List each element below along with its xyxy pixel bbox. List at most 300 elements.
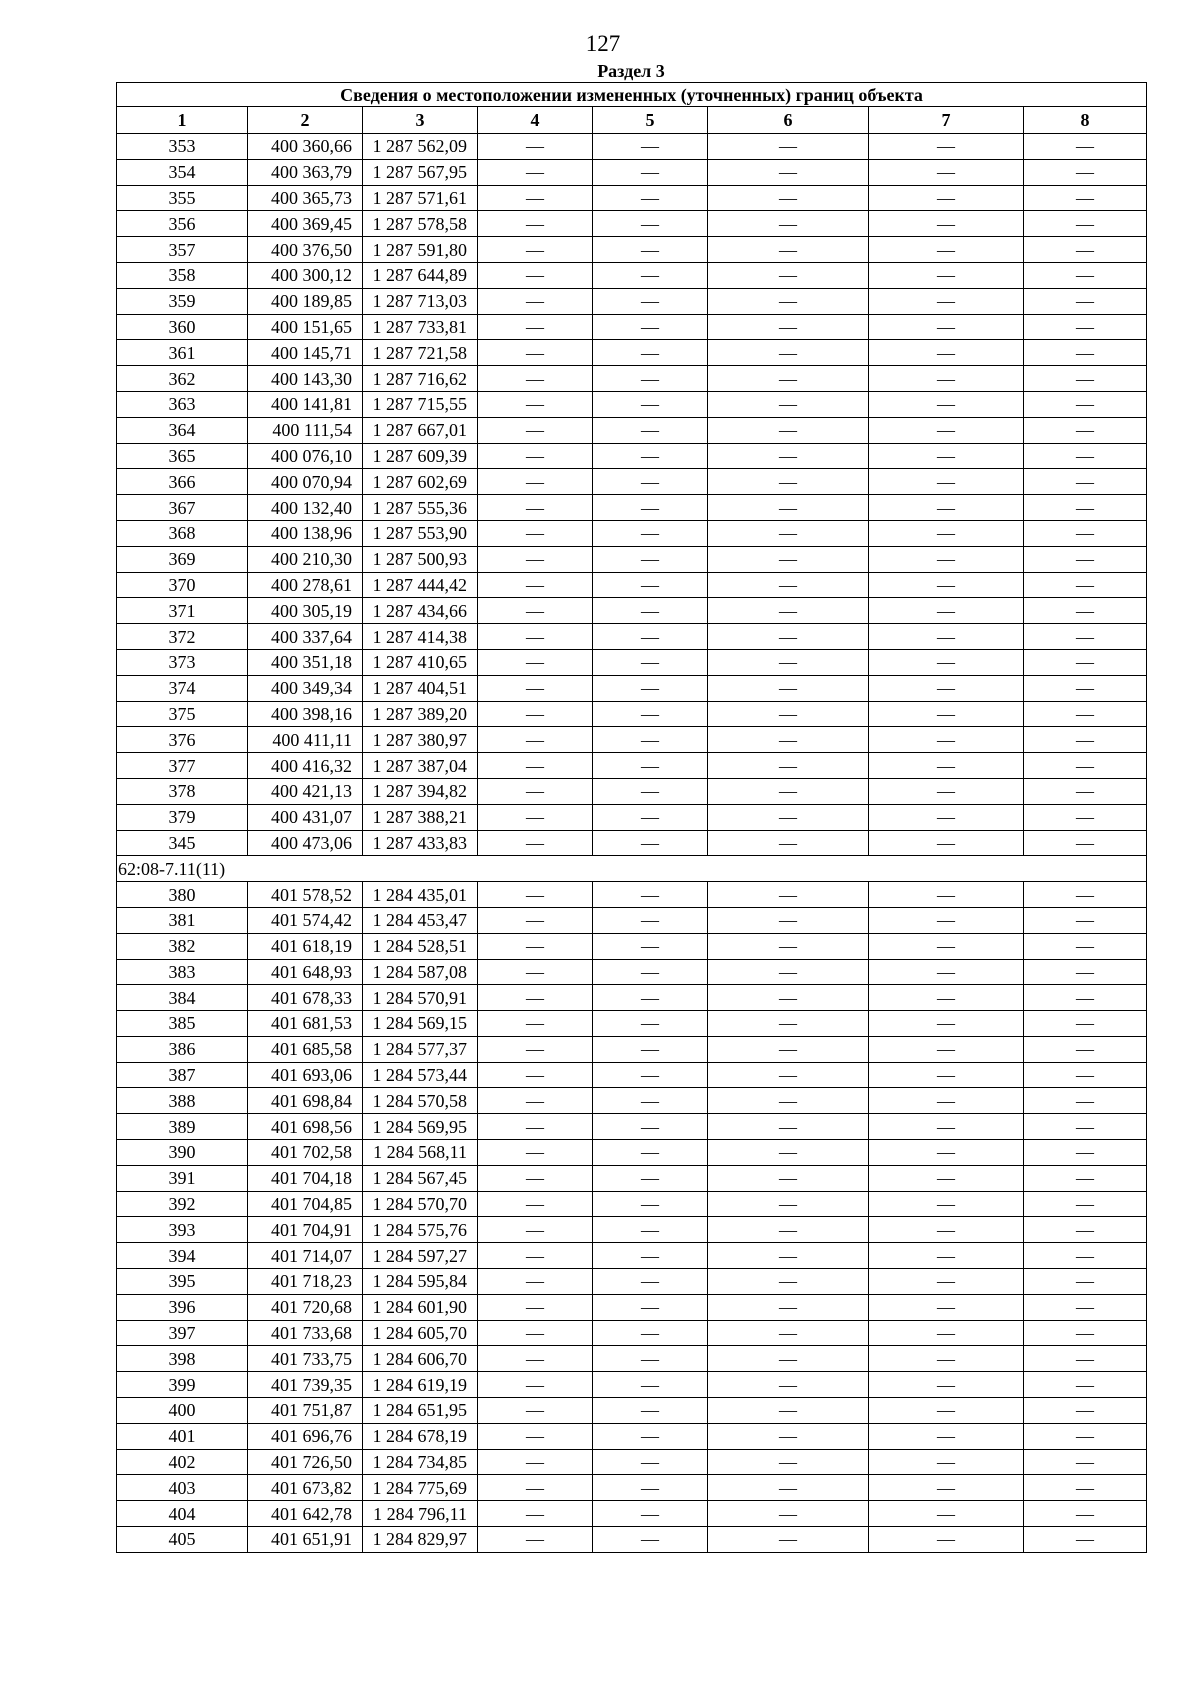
empty-value-cell: — (708, 804, 869, 830)
empty-value-cell: — (708, 469, 869, 495)
empty-value-cell: — (478, 1346, 593, 1372)
empty-value-cell: — (593, 417, 708, 443)
empty-value-cell: — (708, 546, 869, 572)
y-coordinate-cell: 1 284 570,91 (363, 985, 478, 1011)
point-number-cell: 381 (117, 907, 248, 933)
empty-value-cell: — (708, 314, 869, 340)
table-row (117, 1165, 1147, 1191)
point-number-cell: 377 (117, 753, 248, 779)
y-coordinate-cell: 1 287 389,20 (363, 701, 478, 727)
empty-value-cell: — (478, 391, 593, 417)
empty-value-cell: — (478, 340, 593, 366)
table-row (117, 572, 1147, 598)
empty-value-cell: — (1024, 546, 1147, 572)
table-row (117, 675, 1147, 701)
empty-value-cell: — (1024, 443, 1147, 469)
point-number-cell: 376 (117, 727, 248, 753)
y-coordinate-cell: 1 287 591,80 (363, 237, 478, 263)
empty-value-cell: — (708, 211, 869, 237)
empty-value-cell: — (593, 1269, 708, 1295)
table-row (117, 237, 1147, 263)
empty-value-cell: — (593, 675, 708, 701)
empty-value-cell: — (1024, 598, 1147, 624)
column-number-1: 1 (117, 107, 248, 134)
empty-value-cell: — (869, 1475, 1024, 1501)
column-number-5: 5 (593, 107, 708, 134)
point-number-cell: 357 (117, 237, 248, 263)
empty-value-cell: — (1024, 1011, 1147, 1037)
table-row (117, 701, 1147, 727)
empty-value-cell: — (1024, 675, 1147, 701)
empty-value-cell: — (1024, 1217, 1147, 1243)
x-coordinate-cell: 400 349,34 (248, 675, 363, 701)
y-coordinate-cell: 1 284 528,51 (363, 933, 478, 959)
empty-value-cell: — (1024, 933, 1147, 959)
empty-value-cell: — (478, 1036, 593, 1062)
empty-value-cell: — (869, 495, 1024, 521)
point-number-cell: 387 (117, 1062, 248, 1088)
empty-value-cell: — (478, 262, 593, 288)
empty-value-cell: — (593, 1243, 708, 1269)
empty-value-cell: — (869, 1320, 1024, 1346)
x-coordinate-cell: 401 751,87 (248, 1398, 363, 1424)
empty-value-cell: — (478, 1140, 593, 1166)
x-coordinate-cell: 401 678,33 (248, 985, 363, 1011)
point-number-cell: 386 (117, 1036, 248, 1062)
empty-value-cell: — (593, 314, 708, 340)
empty-value-cell: — (593, 1449, 708, 1475)
empty-value-cell: — (478, 1501, 593, 1527)
point-number-cell: 365 (117, 443, 248, 469)
empty-value-cell: — (1024, 314, 1147, 340)
empty-value-cell: — (1024, 985, 1147, 1011)
empty-value-cell: — (869, 778, 1024, 804)
empty-value-cell: — (1024, 727, 1147, 753)
table-row (117, 520, 1147, 546)
empty-value-cell: — (478, 546, 593, 572)
empty-value-cell: — (869, 1423, 1024, 1449)
table-row (117, 262, 1147, 288)
section-title: Раздел 3 (597, 61, 665, 81)
x-coordinate-cell: 400 365,73 (248, 185, 363, 211)
empty-value-cell: — (478, 1191, 593, 1217)
empty-value-cell: — (708, 159, 869, 185)
column-number-row (117, 107, 1147, 134)
x-coordinate-cell: 400 473,06 (248, 830, 363, 856)
column-number-3: 3 (363, 107, 478, 134)
empty-value-cell: — (708, 727, 869, 753)
y-coordinate-cell: 1 284 796,11 (363, 1501, 478, 1527)
y-coordinate-cell: 1 287 380,97 (363, 727, 478, 753)
point-number-cell: 355 (117, 185, 248, 211)
empty-value-cell: — (869, 211, 1024, 237)
table-row (117, 134, 1147, 160)
x-coordinate-cell: 401 685,58 (248, 1036, 363, 1062)
table-row (117, 804, 1147, 830)
column-number-7: 7 (869, 107, 1024, 134)
empty-value-cell: — (869, 1140, 1024, 1166)
empty-value-cell: — (869, 134, 1024, 160)
table-row (117, 1320, 1147, 1346)
y-coordinate-cell: 1 284 568,11 (363, 1140, 478, 1166)
y-coordinate-cell: 1 287 500,93 (363, 546, 478, 572)
y-coordinate-cell: 1 287 667,01 (363, 417, 478, 443)
empty-value-cell: — (478, 1011, 593, 1037)
empty-value-cell: — (708, 1449, 869, 1475)
y-coordinate-cell: 1 287 444,42 (363, 572, 478, 598)
empty-value-cell: — (869, 159, 1024, 185)
empty-value-cell: — (1024, 778, 1147, 804)
empty-value-cell: — (708, 1191, 869, 1217)
empty-value-cell: — (478, 882, 593, 908)
column-number-6: 6 (708, 107, 869, 134)
empty-value-cell: — (593, 1011, 708, 1037)
empty-value-cell: — (593, 882, 708, 908)
empty-value-cell: — (593, 1114, 708, 1140)
empty-value-cell: — (593, 1372, 708, 1398)
empty-value-cell: — (593, 753, 708, 779)
y-coordinate-cell: 1 287 394,82 (363, 778, 478, 804)
y-coordinate-cell: 1 284 775,69 (363, 1475, 478, 1501)
empty-value-cell: — (869, 1114, 1024, 1140)
empty-value-cell: — (869, 1294, 1024, 1320)
empty-value-cell: — (478, 211, 593, 237)
x-coordinate-cell: 400 416,32 (248, 753, 363, 779)
empty-value-cell: — (1024, 1191, 1147, 1217)
table-row (117, 1036, 1147, 1062)
empty-value-cell: — (593, 1165, 708, 1191)
empty-value-cell: — (478, 1423, 593, 1449)
empty-value-cell: — (593, 546, 708, 572)
empty-value-cell: — (708, 1269, 869, 1295)
y-coordinate-cell: 1 284 601,90 (363, 1294, 478, 1320)
point-number-cell: 392 (117, 1191, 248, 1217)
y-coordinate-cell: 1 287 567,95 (363, 159, 478, 185)
empty-value-cell: — (593, 1527, 708, 1553)
x-coordinate-cell: 400 360,66 (248, 134, 363, 160)
empty-value-cell: — (708, 1475, 869, 1501)
empty-value-cell: — (869, 701, 1024, 727)
empty-value-cell: — (1024, 1527, 1147, 1553)
table-row (117, 882, 1147, 908)
empty-value-cell: — (708, 288, 869, 314)
empty-value-cell: — (708, 907, 869, 933)
empty-value-cell: — (869, 572, 1024, 598)
empty-value-cell: — (593, 134, 708, 160)
x-coordinate-cell: 400 210,30 (248, 546, 363, 572)
empty-value-cell: — (478, 1527, 593, 1553)
x-coordinate-cell: 401 702,58 (248, 1140, 363, 1166)
y-coordinate-cell: 1 287 404,51 (363, 675, 478, 701)
y-coordinate-cell: 1 287 553,90 (363, 520, 478, 546)
empty-value-cell: — (1024, 649, 1147, 675)
empty-value-cell: — (478, 1114, 593, 1140)
empty-value-cell: — (593, 959, 708, 985)
empty-value-cell: — (478, 1269, 593, 1295)
x-coordinate-cell: 401 696,76 (248, 1423, 363, 1449)
empty-value-cell: — (593, 1294, 708, 1320)
empty-value-cell: — (1024, 134, 1147, 160)
y-coordinate-cell: 1 287 562,09 (363, 134, 478, 160)
empty-value-cell: — (708, 366, 869, 392)
point-number-cell: 384 (117, 985, 248, 1011)
table-row (117, 1217, 1147, 1243)
x-coordinate-cell: 401 681,53 (248, 1011, 363, 1037)
empty-value-cell: — (708, 778, 869, 804)
empty-value-cell: — (593, 701, 708, 727)
table-row (117, 495, 1147, 521)
y-coordinate-cell: 1 287 733,81 (363, 314, 478, 340)
empty-value-cell: — (708, 933, 869, 959)
x-coordinate-cell: 400 337,64 (248, 624, 363, 650)
empty-value-cell: — (708, 598, 869, 624)
table-row (117, 1501, 1147, 1527)
empty-value-cell: — (708, 391, 869, 417)
table-row (117, 907, 1147, 933)
empty-value-cell: — (1024, 1269, 1147, 1295)
table-row (117, 1449, 1147, 1475)
empty-value-cell: — (869, 469, 1024, 495)
y-coordinate-cell: 1 284 595,84 (363, 1269, 478, 1295)
empty-value-cell: — (593, 340, 708, 366)
table-row (117, 288, 1147, 314)
y-coordinate-cell: 1 287 388,21 (363, 804, 478, 830)
page-number: 127 (585, 31, 621, 56)
empty-value-cell: — (593, 469, 708, 495)
empty-value-cell: — (478, 1294, 593, 1320)
point-number-cell: 359 (117, 288, 248, 314)
y-coordinate-cell: 1 287 644,89 (363, 262, 478, 288)
x-coordinate-cell: 400 421,13 (248, 778, 363, 804)
table-row (117, 159, 1147, 185)
point-number-cell: 378 (117, 778, 248, 804)
empty-value-cell: — (1024, 804, 1147, 830)
empty-value-cell: — (708, 675, 869, 701)
empty-value-cell: — (478, 1398, 593, 1424)
empty-value-cell: — (869, 1243, 1024, 1269)
empty-value-cell: — (708, 1165, 869, 1191)
x-coordinate-cell: 400 143,30 (248, 366, 363, 392)
point-number-cell: 390 (117, 1140, 248, 1166)
empty-value-cell: — (593, 572, 708, 598)
point-number-cell: 380 (117, 882, 248, 908)
empty-value-cell: — (1024, 907, 1147, 933)
empty-value-cell: — (478, 1165, 593, 1191)
empty-value-cell: — (708, 1062, 869, 1088)
point-number-cell: 345 (117, 830, 248, 856)
empty-value-cell: — (593, 1217, 708, 1243)
empty-value-cell: — (593, 1062, 708, 1088)
x-coordinate-cell: 401 720,68 (248, 1294, 363, 1320)
table-row (117, 469, 1147, 495)
table-row (117, 1011, 1147, 1037)
empty-value-cell: — (1024, 469, 1147, 495)
empty-value-cell: — (708, 1114, 869, 1140)
empty-value-cell: — (708, 1346, 869, 1372)
point-number-cell: 364 (117, 417, 248, 443)
table-row (117, 340, 1147, 366)
table-row (117, 933, 1147, 959)
empty-value-cell: — (869, 237, 1024, 263)
empty-value-cell: — (478, 417, 593, 443)
x-coordinate-cell: 401 578,52 (248, 882, 363, 908)
empty-value-cell: — (869, 262, 1024, 288)
empty-value-cell: — (1024, 1346, 1147, 1372)
y-coordinate-cell: 1 284 651,95 (363, 1398, 478, 1424)
empty-value-cell: — (1024, 753, 1147, 779)
y-coordinate-cell: 1 287 555,36 (363, 495, 478, 521)
table-row (117, 1062, 1147, 1088)
empty-value-cell: — (869, 546, 1024, 572)
point-number-cell: 360 (117, 314, 248, 340)
empty-value-cell: — (869, 1062, 1024, 1088)
empty-value-cell: — (1024, 185, 1147, 211)
point-number-cell: 373 (117, 649, 248, 675)
empty-value-cell: — (478, 314, 593, 340)
table-row (117, 753, 1147, 779)
empty-value-cell: — (1024, 1088, 1147, 1114)
point-number-cell: 382 (117, 933, 248, 959)
empty-value-cell: — (708, 134, 869, 160)
empty-value-cell: — (708, 649, 869, 675)
x-coordinate-cell: 400 076,10 (248, 443, 363, 469)
x-coordinate-cell: 400 351,18 (248, 649, 363, 675)
empty-value-cell: — (869, 727, 1024, 753)
empty-value-cell: — (593, 778, 708, 804)
point-number-cell: 393 (117, 1217, 248, 1243)
empty-value-cell: — (478, 366, 593, 392)
empty-value-cell: — (593, 727, 708, 753)
empty-value-cell: — (869, 288, 1024, 314)
x-coordinate-cell: 401 642,78 (248, 1501, 363, 1527)
point-number-cell: 405 (117, 1527, 248, 1553)
empty-value-cell: — (708, 830, 869, 856)
x-coordinate-cell: 400 145,71 (248, 340, 363, 366)
empty-value-cell: — (869, 366, 1024, 392)
x-coordinate-cell: 401 704,85 (248, 1191, 363, 1217)
empty-value-cell: — (708, 1423, 869, 1449)
empty-value-cell: — (478, 1062, 593, 1088)
empty-value-cell: — (478, 159, 593, 185)
y-coordinate-cell: 1 287 578,58 (363, 211, 478, 237)
point-number-cell: 402 (117, 1449, 248, 1475)
empty-value-cell: — (593, 985, 708, 1011)
table-row (117, 1140, 1147, 1166)
empty-value-cell: — (593, 804, 708, 830)
y-coordinate-cell: 1 284 678,19 (363, 1423, 478, 1449)
empty-value-cell: — (708, 1501, 869, 1527)
empty-value-cell: — (1024, 237, 1147, 263)
empty-value-cell: — (478, 237, 593, 263)
x-coordinate-cell: 401 648,93 (248, 959, 363, 985)
point-number-cell: 395 (117, 1269, 248, 1295)
empty-value-cell: — (869, 985, 1024, 1011)
y-coordinate-cell: 1 284 829,97 (363, 1527, 478, 1553)
point-number-cell: 363 (117, 391, 248, 417)
empty-value-cell: — (1024, 1423, 1147, 1449)
y-coordinate-cell: 1 284 569,95 (363, 1114, 478, 1140)
empty-value-cell: — (593, 830, 708, 856)
x-coordinate-cell: 401 733,75 (248, 1346, 363, 1372)
empty-value-cell: — (478, 520, 593, 546)
empty-value-cell: — (708, 701, 869, 727)
empty-value-cell: — (869, 753, 1024, 779)
empty-value-cell: — (478, 933, 593, 959)
point-number-cell: 366 (117, 469, 248, 495)
point-number-cell: 371 (117, 598, 248, 624)
empty-value-cell: — (708, 262, 869, 288)
empty-value-cell: — (593, 1140, 708, 1166)
point-number-cell: 399 (117, 1372, 248, 1398)
empty-value-cell: — (593, 391, 708, 417)
empty-value-cell: — (1024, 495, 1147, 521)
empty-value-cell: — (708, 1036, 869, 1062)
empty-value-cell: — (478, 778, 593, 804)
empty-value-cell: — (593, 1346, 708, 1372)
y-coordinate-cell: 1 284 453,47 (363, 907, 478, 933)
empty-value-cell: — (478, 649, 593, 675)
table-row (117, 1423, 1147, 1449)
point-number-cell: 379 (117, 804, 248, 830)
empty-value-cell: — (478, 727, 593, 753)
empty-value-cell: — (1024, 1449, 1147, 1475)
empty-value-cell: — (478, 959, 593, 985)
empty-value-cell: — (1024, 830, 1147, 856)
point-number-cell: 400 (117, 1398, 248, 1424)
empty-value-cell: — (478, 1449, 593, 1475)
x-coordinate-cell: 400 411,11 (248, 727, 363, 753)
empty-value-cell: — (478, 804, 593, 830)
point-number-cell: 362 (117, 366, 248, 392)
empty-value-cell: — (708, 985, 869, 1011)
empty-value-cell: — (593, 1398, 708, 1424)
table-row (117, 1294, 1147, 1320)
table-row (117, 1088, 1147, 1114)
empty-value-cell: — (869, 959, 1024, 985)
y-coordinate-cell: 1 284 569,15 (363, 1011, 478, 1037)
x-coordinate-cell: 400 151,65 (248, 314, 363, 340)
x-coordinate-cell: 400 070,94 (248, 469, 363, 495)
x-coordinate-cell: 400 305,19 (248, 598, 363, 624)
table-row (117, 1269, 1147, 1295)
empty-value-cell: — (708, 1320, 869, 1346)
point-number-cell: 401 (117, 1423, 248, 1449)
empty-value-cell: — (478, 701, 593, 727)
y-coordinate-cell: 1 284 587,08 (363, 959, 478, 985)
empty-value-cell: — (708, 1398, 869, 1424)
boundary-coordinates-table (116, 82, 1147, 1553)
point-number-cell: 388 (117, 1088, 248, 1114)
empty-value-cell: — (593, 159, 708, 185)
point-number-cell: 368 (117, 520, 248, 546)
empty-value-cell: — (593, 649, 708, 675)
empty-value-cell: — (1024, 417, 1147, 443)
empty-value-cell: — (593, 1423, 708, 1449)
y-coordinate-cell: 1 284 619,19 (363, 1372, 478, 1398)
x-coordinate-cell: 400 369,45 (248, 211, 363, 237)
empty-value-cell: — (708, 1372, 869, 1398)
empty-value-cell: — (1024, 1320, 1147, 1346)
x-coordinate-cell: 401 651,91 (248, 1527, 363, 1553)
x-coordinate-cell: 401 698,56 (248, 1114, 363, 1140)
empty-value-cell: — (708, 340, 869, 366)
empty-value-cell: — (478, 1475, 593, 1501)
empty-value-cell: — (593, 1475, 708, 1501)
point-number-cell: 356 (117, 211, 248, 237)
point-number-cell: 385 (117, 1011, 248, 1037)
point-number-cell: 353 (117, 134, 248, 160)
x-coordinate-cell: 400 376,50 (248, 237, 363, 263)
